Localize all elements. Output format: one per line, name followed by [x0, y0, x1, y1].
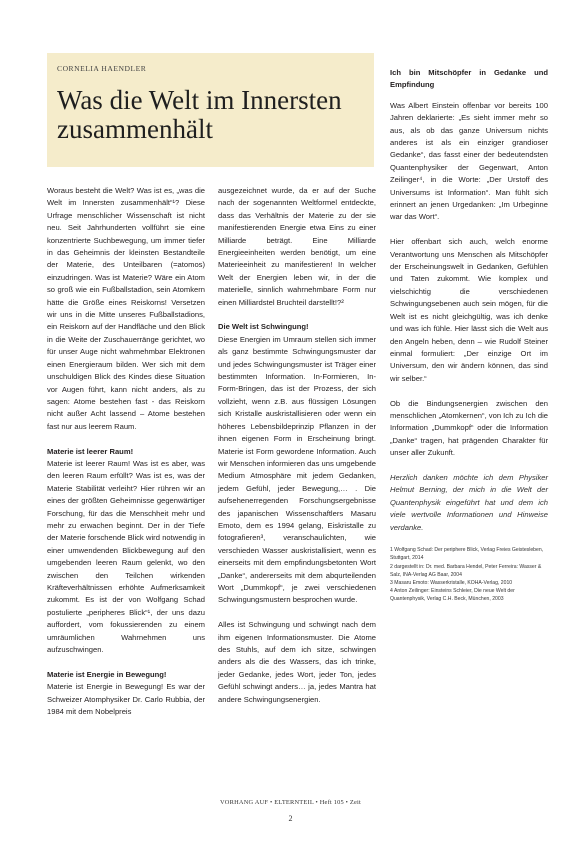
- text-column-1: [47, 185, 205, 731]
- paragraph: Hier offenbart sich auch, welch enorme Verantwortung uns Menschen als Mitschöpfer der Erscheinungswelt in Gedanken, Gefühlen und Taten zukommt. Wie komplex und vielschichtig die verschiedenen Schwingungsebenen auch sein mögen, für die Welt ist es nicht gleichgültig, was ich denke und was ich fühle. Hier lässt sich die Welt aus den Angeln heben, denn – wie Rudolf Steiner einmal formuliert: „Der einzige Ort im Universum, den wir ändern können, das sind wir selber.“: [390, 237, 548, 383]
- author-name: CORNELIA HAENDLER: [57, 64, 147, 73]
- paragraph: Was Albert Einstein offenbar vor bereits 100 Jahren deklarierte: „Es sieht immer mehr so aus, als ob das ganze Universum nichts anderes ist als ein einziger grandioser Gedanke“, das fasst einer der bedeutendsten Quantenphysiker der Gegenwart, Anton Zeilinger⁴, in die Worte: „Der Urstoff des Universums ist Information“. Man fühlt sich erinnert an jenen Urgedanken: „Im Urbeginne war das Wort“.: [390, 100, 548, 222]
- text-column-3: [390, 67, 548, 603]
- footnote: 2 dargestellt in: Dr. med. Barbara Hendel, Peter Ferreira: Wasser & Salz, INA-Verlag AG Baar, 2004: [390, 563, 542, 578]
- paragraph: ausgezeichnet wurde, da er auf der Suche nach der sogenannten Weltformel entdeckte, dass das Verhältnis der Materie zu der sie manifestierenden Energie etwa Eins zu einer Milliarde beträgt. Eine Milliarde Energieeinheiten werden benötigt, um eine Materieeinheit zu manifestieren! In welcher Welt der Energien leben wir, in der die materielle, sinnlich wahrnehmbare Form nur einen Milliardstel Bruchteil darstellt!?²: [218, 186, 376, 307]
- section-heading: Materie ist leerer Raum!: [47, 446, 134, 456]
- footnote: 1 Wolfgang Schad: Der periphere Blick, Verlag Freies Geistesleben, Stuttgart, 2014: [390, 547, 544, 562]
- section-heading: Materie ist Energie in Bewegung!: [47, 669, 167, 679]
- section-heading: Die Welt ist Schwingung!: [218, 322, 309, 332]
- footnote: 4 Anton Zeilinger: Einsteins Schleier, Die neue Welt der Quantenphysik, Verlag C.H. Beck, München, 2003: [390, 587, 515, 602]
- paragraph: Ob die Bindungsenergien zwischen den menschlichen „Atomkernen“, von Ich zu Ich die Information „Dummkopf“ oder die Information „Danke“ tragen, hat prägenden Charakter für unser aller Zukunft.: [390, 398, 548, 458]
- page-number: 2: [288, 814, 293, 823]
- paragraph: Materie ist leerer Raum! Was ist es aber, was den leeren Raum erfüllt? Was ist es, was der Materie Stabilität verleiht? Hier rühren wir an eines der größten Geheimnisse gegenwärtiger Forschung, für das die Menschheit mehr und mehr zu erwachen beginnt. Der in der Tiefe der Materie forschende Blick wird notwendig in einer umwendenden Blickbewegung auf den umgebenden leeren Raum gelenkt, wo den zwischen den Teilchen wirkenden Kräfteverhältnissen erhöhte Aufmerksamkeit zukommt. Es ist der von Wolfgang Schad postulierte „peripheres Blick“¹, der uns dazu auffordert, vom fokussierenden zu einem umräumlichen Wahrnehmen uns aufzuschwingen.: [47, 458, 205, 655]
- article-header: [47, 53, 374, 167]
- section-heading: Ich bin Mitschöpfer in Gedanke und Empfindung: [390, 68, 548, 90]
- paragraph: Diese Energien im Umraum stellen sich immer als ganz bestimmte Schwingungsmuster dar und jedes Schwingungsmuster ist Träger einer bestimmten Information. In-Formieren, In-Form-Bringen, das ist der Prozess, der sich vollzieht, wenn z.B. aus flüssigen Lösungen sich Kristalle auskristallisieren oder wenn ein höheres Lebensbildeprinzip Pflanzen in der ihnen eigenen Form in Erscheinung bringt. Materie ist Form gewordene Information. Auch wir Menschen informieren das uns umgebende Medium Atmosphäre mit jedem Gedanken, jedem Gefühl, jeder Bewegung,… . Die aufsehenerregenden Forschungsergebnisse des japanischen Wissenschaftlers Masaru Emoto, dem es 1994 gelang, Eiskristalle zu fotografieren³, veranschaulichten, wie verschieden Wasser auskristallisiert, wenn es einerseits mit dem empfindungsbetonten Wort „Danke“, andererseits mit dem abqurteilenden Wort „Dummkopf“, je zwei verschiedenen Schwingungsmustern besprochen wurde.: [218, 334, 376, 605]
- footnote: 3 Masaru Emoto: Wasserkristalle, KOHA-Verlag, 2010: [390, 579, 513, 586]
- article-title: Was die Welt im Innersten zusammenhält: [57, 85, 342, 144]
- paragraph: Alles ist Schwingung und schwingt nach dem ihm eigenen Informationsmuster. Die Atome des Stuhls, auf dem ich sitze, schwingen anders als die des Wassers, das ich trinke, jeder Gedanke, jedes Wort, jeder Ton, jedes Gefühl schwingt anders… ja, jedes Mantra hat andere Schwingungsenergien.: [218, 620, 376, 704]
- paragraph: Materie ist Energie in Bewegung! Es war der Schweizer Atomphysiker Dr. Carlo Rubbia, der 1984 mit dem Nobelpreis: [47, 682, 205, 717]
- footnotes: [390, 546, 548, 603]
- paragraph: Woraus besteht die Welt? Was ist es, „was die Welt im Innersten zusammenhält“¹? Diese Urfrage menschlicher Wissenschaft ist nicht neu. Seit Jahrhunderten vollführt sie eine konzentrierte Suchbewegung, um immer tiefer in das Geheimnis der kleinsten Bestandteile der Materie, des Unteilbaren (=atomos) einzudringen. Was ist Materie? Wäre ein Atom so groß wie ein Fußballstadion, sein Atomkern hätte die Größe eines Reiskorns! Versetzen wir uns in die Mitte unseres Fußballstadions, ein Reiskorn auf der Handfläche und den Blick in die Weite der Zuschauerränge gerichtet, wo für unser Auge nicht wahrnehmbar Elektronen einen Energieraum bilden. Wer sich mit dem unschuldigen Blick des Kindes diese Situation vor Augen führt, kann nicht anders, als zu sagen: Atome bestehen fast - das Reiskorn nicht außer Acht lassend – Atome bestehen fast nur aus leerem Raum.: [47, 186, 205, 431]
- acknowledgement: Herzlich danken möchte ich dem Physiker Helmut Berning, der mich in die Welt der Quantenphysik eingeführt hat und dem ich viele wertvolle Informationen und Hinweise verdanke.: [390, 472, 548, 532]
- page-footer: VORHANG AUF • ELTERNTEIL • Heft 105 • Zeit: [219, 799, 362, 806]
- text-column-2: [218, 185, 376, 718]
